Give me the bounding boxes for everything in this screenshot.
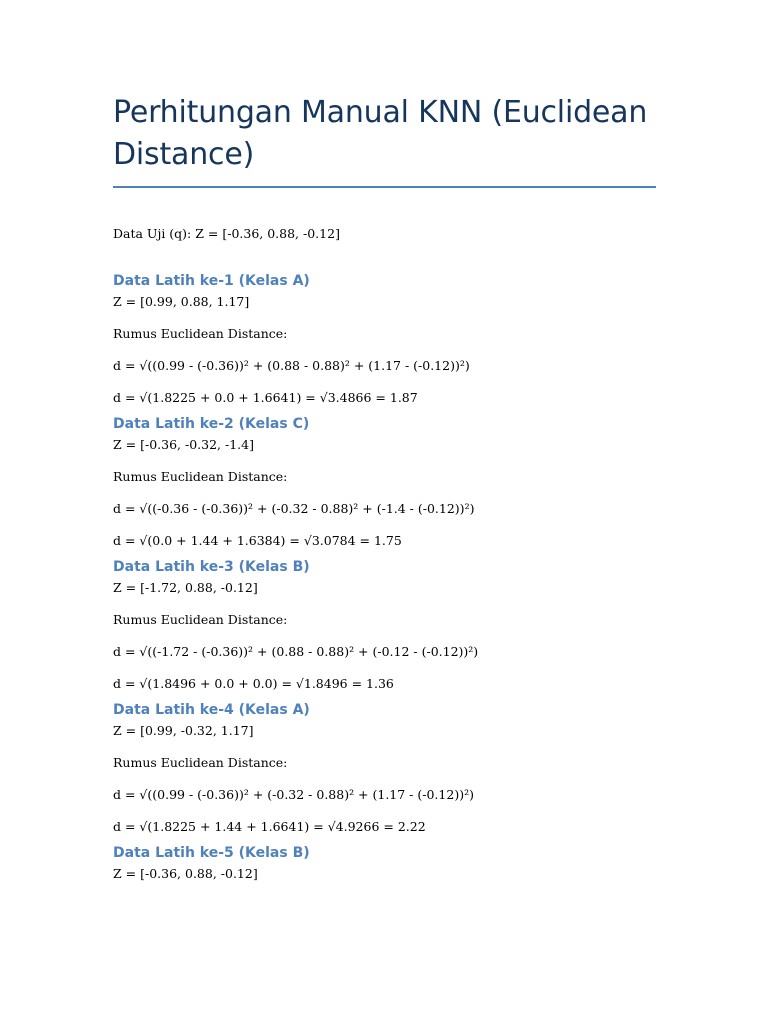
page-title: Perhitungan Manual KNN (Euclidean Distance) (113, 95, 648, 172)
training-data-section (113, 701, 656, 853)
distance-formula: d = √((0.99 - (-0.36))² + (-0.32 - 0.88)² + (1.17 - (-0.12))²) (113, 787, 474, 802)
training-data-section (113, 415, 656, 567)
training-vector: Z = [0.99, 0.88, 1.17] (113, 294, 250, 309)
formula-label: Rumus Euclidean Distance: (113, 612, 288, 627)
formula-label: Rumus Euclidean Distance: (113, 755, 288, 770)
training-data-section (113, 272, 656, 424)
distance-result: d = √(0.0 + 1.44 + 1.6384) = √3.0784 = 1.75 (113, 533, 402, 548)
section-heading: Data Latih ke-2 (Kelas C) (113, 416, 310, 432)
training-vector: Z = [-0.36, 0.88, -0.12] (113, 866, 258, 881)
test-data-line: Data Uji (q): Z = [-0.36, 0.88, -0.12] (113, 226, 340, 241)
distance-result: d = √(1.8225 + 1.44 + 1.6641) = √4.9266 = 2.22 (113, 819, 426, 834)
formula-label: Rumus Euclidean Distance: (113, 469, 288, 484)
distance-formula: d = √((-1.72 - (-0.36))² + (0.88 - 0.88)² + (-0.12 - (-0.12))²) (113, 644, 479, 659)
training-data-section (113, 558, 656, 710)
training-data-list (113, 272, 656, 996)
training-data-section (113, 844, 656, 996)
section-heading: Data Latih ke-1 (Kelas A) (113, 273, 310, 289)
training-vector: Z = [-1.72, 0.88, -0.12] (113, 580, 258, 595)
distance-formula: d = √((0.99 - (-0.36))² + (0.88 - 0.88)² + (1.17 - (-0.12))²) (113, 358, 470, 373)
training-vector: Z = [0.99, -0.32, 1.17] (113, 723, 254, 738)
section-heading: Data Latih ke-5 (Kelas B) (113, 845, 310, 861)
title-divider (113, 186, 656, 188)
distance-result: d = √(1.8496 + 0.0 + 0.0) = √1.8496 = 1.36 (113, 676, 394, 691)
formula-label: Rumus Euclidean Distance: (113, 326, 288, 341)
distance-result: d = √(1.8225 + 0.0 + 1.6641) = √3.4866 = 1.87 (113, 390, 418, 405)
training-vector: Z = [-0.36, -0.32, -1.4] (113, 437, 254, 452)
section-heading: Data Latih ke-4 (Kelas A) (113, 702, 310, 718)
document-page (113, 92, 656, 996)
distance-formula: d = √((-0.36 - (-0.36))² + (-0.32 - 0.88)² + (-1.4 - (-0.12))²) (113, 501, 475, 516)
section-heading: Data Latih ke-3 (Kelas B) (113, 559, 310, 575)
